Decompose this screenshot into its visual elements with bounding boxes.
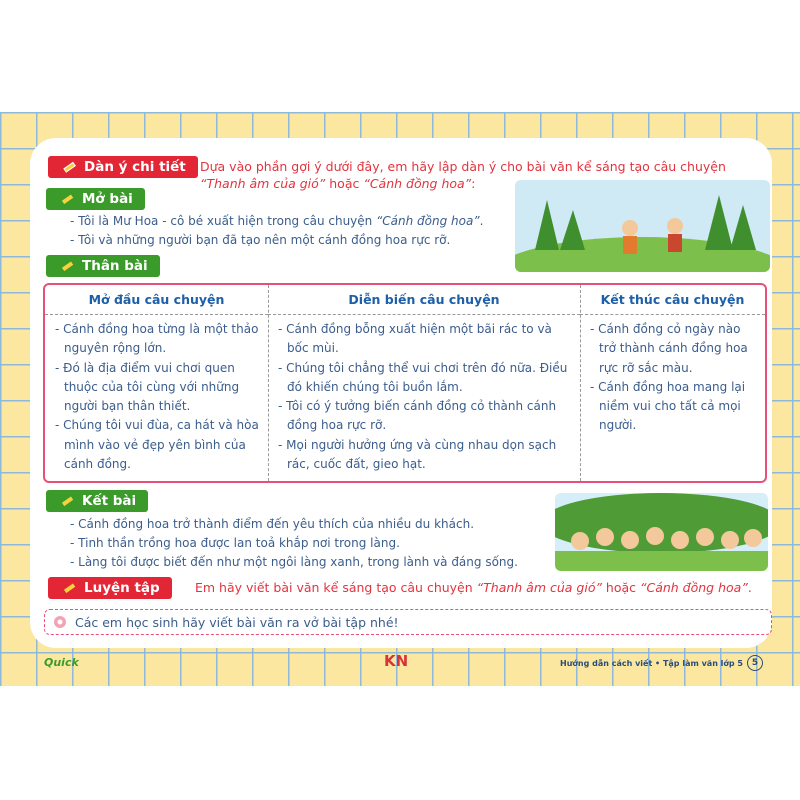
list-item: - Cánh đồng hoa mang lại niềm vui cho tất cả mọi người.	[590, 379, 746, 433]
practice-note-box	[44, 609, 772, 635]
book-title: Hướng dẫn cách viết • Tập làm văn lớp 5	[560, 658, 743, 668]
table-cell	[580, 315, 765, 436]
punct: .	[747, 580, 752, 595]
outline-tag-label: Dàn ý chi tiết	[84, 159, 186, 175]
list-item: - Cánh đồng hoa từng là một thảo nguyên rộng lớn.	[55, 322, 259, 356]
park-illustration	[515, 180, 770, 272]
body-table	[43, 283, 767, 483]
practice-instruction-text: Em hãy viết bài văn kể sáng tạo câu chuyện	[195, 580, 477, 595]
intro-tag	[46, 188, 145, 210]
list-item: - Cánh đồng bỗng xuất hiện một bãi rác to và bốc mùi.	[278, 322, 552, 356]
conclusion-bullets	[70, 515, 518, 572]
table-heading: Diễn biến câu chuyện	[268, 285, 580, 315]
page-number: 5	[747, 655, 763, 671]
table-heading: Mở đầu câu chuyện	[45, 285, 268, 315]
or-text: hoặc	[325, 176, 364, 191]
story-title-1: “Thanh âm của gió”	[476, 580, 602, 595]
pencil-icon	[62, 159, 78, 175]
conclusion-line: - Làng tôi được biết đến như một ngôi làng xanh, trong lành và đáng sống.	[70, 555, 518, 569]
table-col-ending	[580, 285, 765, 481]
intro-line-1-text: - Tôi là Mư Hoa - cô bé xuất hiện trong câu chuyện	[70, 214, 377, 228]
pencil-icon	[60, 493, 76, 509]
punct: :	[471, 176, 476, 191]
flower-icon	[53, 615, 67, 629]
story-title-2: “Cánh đồng hoa”	[363, 176, 472, 191]
kids-illustration	[555, 493, 768, 571]
body-tag-label: Thân bài	[82, 258, 148, 274]
punct: .	[479, 214, 484, 228]
quick-logo: Quick	[44, 656, 79, 669]
practice-tag-label: Luyện tập	[84, 580, 160, 596]
pencil-icon	[60, 258, 76, 274]
story-title-2: “Cánh đồng hoa”	[640, 580, 748, 595]
pencil-icon	[62, 580, 78, 596]
story-title-1: “Thanh âm của gió”	[200, 176, 326, 191]
intro-bullets	[70, 212, 483, 250]
outline-instruction-text: Dựa vào phần gợi ý dưới đây, em hãy lập dàn ý cho bài văn kể sáng tạo câu chuyện	[200, 159, 726, 174]
list-item: - Tôi có ý tưởng biến cánh đồng cỏ thành cánh đồng hoa rực rỡ.	[278, 399, 557, 433]
table-col-beginning	[45, 285, 268, 481]
outline-tag	[48, 156, 198, 178]
table-cell	[268, 315, 580, 474]
practice-tag	[48, 577, 172, 599]
intro-line-2: - Tôi và những người bạn đã tạo nên một cánh đồng hoa rực rỡ.	[70, 233, 451, 247]
pencil-icon	[60, 191, 76, 207]
table-heading: Kết thúc câu chuyện	[580, 285, 765, 315]
conclusion-line: - Cánh đồng hoa trở thành điểm đến yêu thích của nhiều du khách.	[70, 517, 475, 531]
conclusion-tag	[46, 490, 148, 512]
practice-note-text: Các em học sinh hãy viết bài văn ra vở bài tập nhé!	[75, 614, 399, 630]
list-item: - Đó là địa điểm vui chơi quen thuộc của tôi cùng với những người bạn thân thiết.	[55, 360, 240, 414]
footer-bar	[560, 655, 763, 671]
body-tag	[46, 255, 160, 277]
or-text: hoặc	[601, 580, 640, 595]
intro-tag-label: Mở bài	[82, 191, 133, 207]
list-item: - Mọi người hưởng ứng và cùng nhau dọn sạch rác, cuốc đất, gieo hạt.	[278, 437, 557, 472]
list-item: - Chúng tôi chẳng thể vui chơi trên đó nữa. Điều đó khiến chúng tôi buồn lắm.	[278, 360, 568, 394]
intro-line-1	[70, 212, 483, 231]
conclusion-tag-label: Kết bài	[82, 493, 137, 509]
intro-line-1-title: “Cánh đồng hoa”	[376, 214, 480, 228]
table-cell	[45, 315, 268, 474]
list-item: - Cánh đồng cỏ ngày nào trở thành cánh đồng hoa rực rỡ sắc màu.	[590, 322, 748, 375]
table-col-development	[268, 285, 580, 481]
kn-logo: KN	[384, 652, 409, 670]
conclusion-line: - Tinh thần trồng hoa được lan toả khắp nơi trong làng.	[70, 536, 400, 550]
list-item: - Chúng tôi vui đùa, ca hát và hòa mình vào vẻ đẹp yên bình của cánh đồng.	[55, 418, 259, 472]
practice-instruction	[195, 579, 752, 596]
